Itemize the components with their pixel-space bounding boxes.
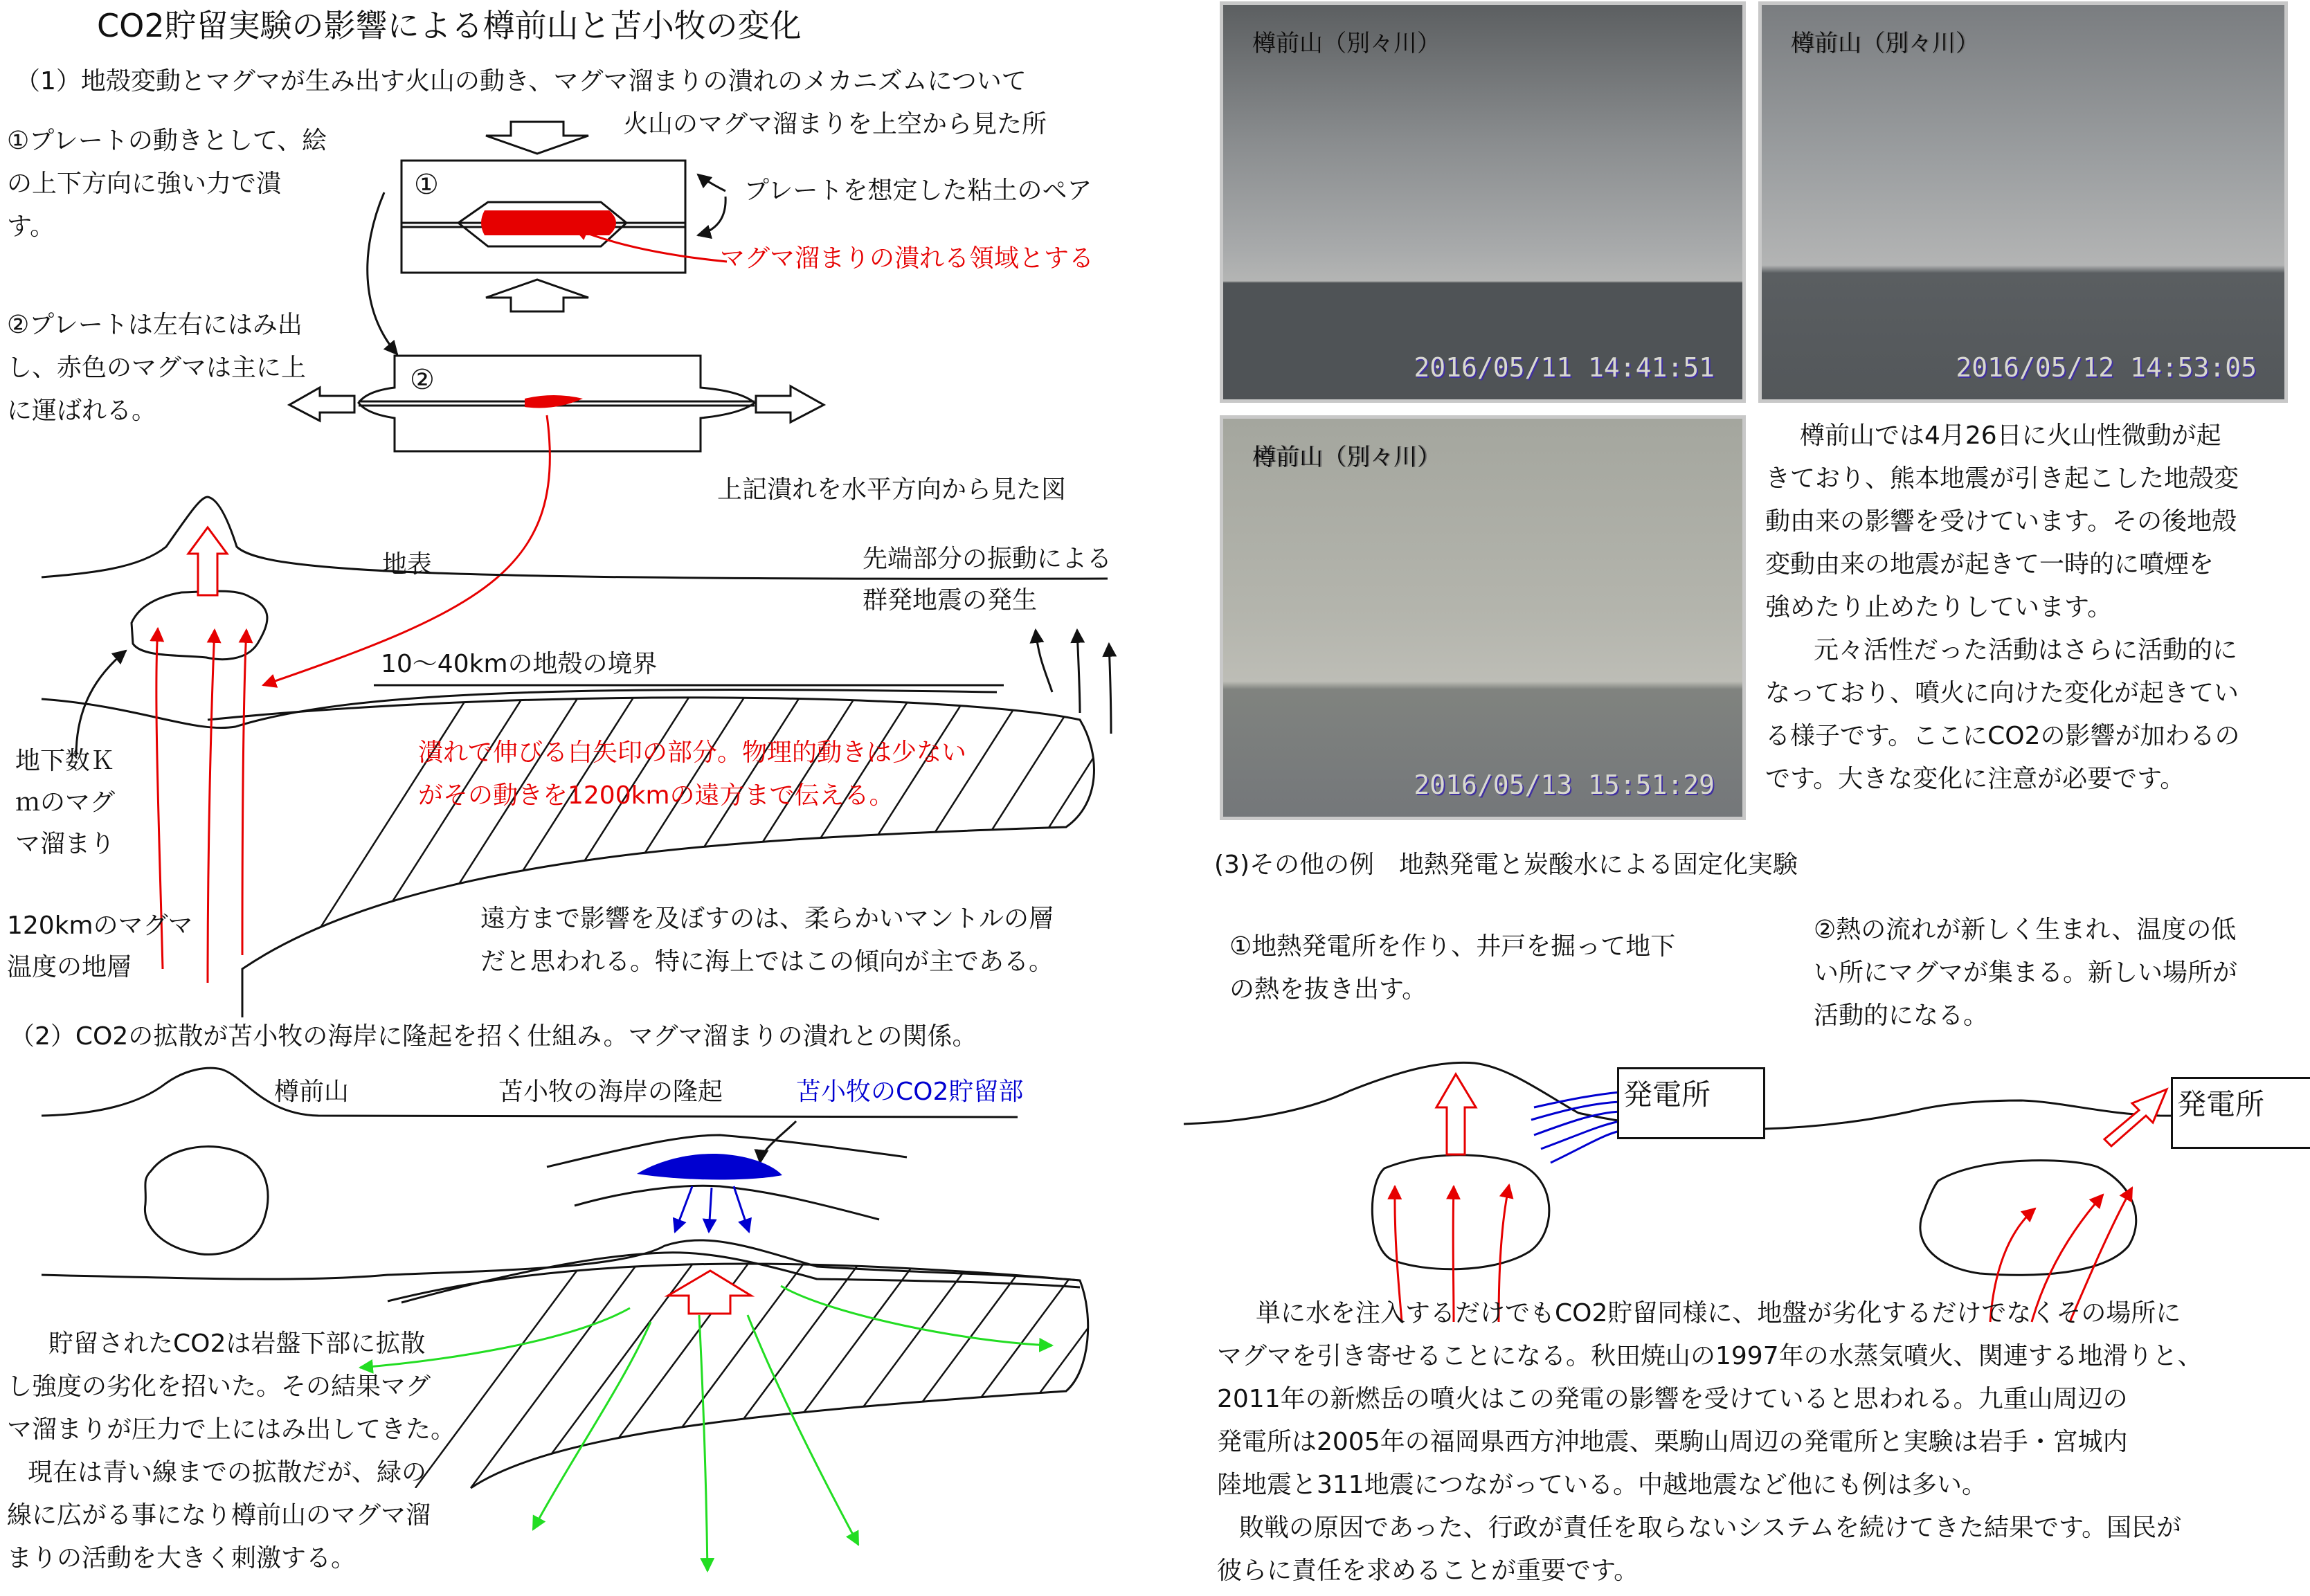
section1-heading: （1）地殻変動とマグマが生み出す火山の動き、マグマ溜まりの潰れのメカニズムについて <box>15 67 1027 96</box>
crush-label: マグマ溜まりの潰れる領域とする <box>720 244 1094 273</box>
tarumae-label: 樽前山 <box>274 1078 350 1106</box>
co2-green-arrows <box>360 1286 1052 1571</box>
webcam-photo-3: 樽前山（別々川） 2016/05/13 15:51:29 <box>1220 415 1746 820</box>
magma-top <box>481 210 616 408</box>
section2-heading: （2）CO2の拡散が苫小牧の海岸に隆起を招く仕組み。マグマ溜まりの潰れとの関係。 <box>10 1022 977 1051</box>
uplift-label: 苫小牧の海岸の隆起 <box>498 1078 723 1106</box>
webcam-photo-1: 樽前山（別々川） 2016/05/11 14:41:51 <box>1220 1 1746 403</box>
box2-number: ② <box>410 364 435 396</box>
heat-flow-lines <box>1531 1092 1620 1163</box>
co2-storage-label: 苫小牧のCO2貯留部 <box>796 1078 1024 1106</box>
page-title: CO2貯留実験の影響による樽前山と苫小牧の変化 <box>97 7 802 44</box>
co2-blue-arrows <box>675 1186 749 1232</box>
power-plant-box-1: 発電所 <box>1617 1067 1765 1139</box>
webcam-photo-2: 樽前山（別々川） 2016/05/12 14:53:05 <box>1758 1 2288 403</box>
top-view-caption: 火山のマグマ溜まりを上空から見た所 <box>623 110 1047 138</box>
section3-heading: (3)その他の例 地熱発電と炭酸水による固定化実験 <box>1214 851 1798 879</box>
crust-boundary-label: 10〜40kmの地殻の境界 <box>381 650 658 678</box>
plate-label: プレートを想定した粘土のペア <box>744 176 1092 205</box>
box1-number: ① <box>414 169 439 201</box>
power-plant-box-2: 発電所 <box>2171 1077 2310 1149</box>
geothermal-white-arrows <box>1436 1074 2167 1154</box>
surface-label: 地表 <box>382 550 433 579</box>
side-view-caption: 上記潰れを水平方向から見た図 <box>717 475 1067 504</box>
